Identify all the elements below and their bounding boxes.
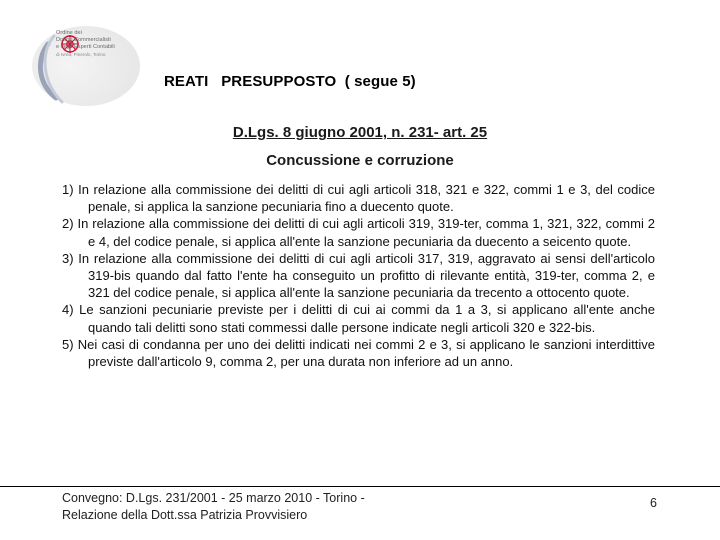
footer-line-1: Convegno: D.Lgs. 231/2001 - 25 marzo 2010 - Torino - <box>62 491 365 505</box>
article-body <box>62 181 655 370</box>
paragraph-5: 5) Nei casi di condanna per uno dei delitti indicati nei commi 2 e 3, si applicano le sanzioni interdittive previste dall'articolo 9, comma 2, per una durata non inferiore ad un anno. <box>62 336 655 370</box>
paragraph-3: 3) In relazione alla commissione dei delitti di cui agli articoli 317, 319, aggravato ai sensi dell'articolo 319-bis quando dal fatto l'ente ha conseguito un profitto di rilevante entità, 319-ter, comma 2, e 321 del codice penale, si applica all'ente la sanzione pecuniaria da trecento a ottocento quote. <box>62 250 655 301</box>
logo-line-1: Ordine dei <box>56 30 82 36</box>
page-number: 6 <box>650 496 657 510</box>
logo-subline: di Ivrea, Pinerolo, Torino <box>56 52 106 57</box>
logo-line-2: Dottori Commercialisti <box>56 37 111 43</box>
logo-text <box>56 30 124 58</box>
paragraph-4: 4) Le sanzioni pecuniarie previste per i delitti di cui ai commi da 1 a 3, si applicano all'ente anche quando tali delitti sono stati commessi dalle persone indicate negli articoli 320 e 322-bis. <box>62 302 655 335</box>
paragraph-2: 2) In relazione alla commissione dei delitti di cui agli articoli 319, 319-ter, comma 1, 321, 322, commi 2 e 4, del codice penale, si applica all'ente la sanzione pecuniaria da duecento a seicento quote. <box>62 216 655 249</box>
law-reference: D.Lgs. 8 giugno 2001, n. 231- art. 25 <box>232 124 488 141</box>
footer <box>62 490 365 524</box>
footer-line-2: Relazione della Dott.ssa Patrizia Provvisiero <box>62 508 308 522</box>
page-title: REATI PRESUPPOSTO ( segue 5) <box>164 73 416 90</box>
paragraph-1: 1) In relazione alla commissione dei delitti di cui agli articoli 318, 321 e 322, commi 1 e 3, del codice penale, si applica la sanzione pecuniaria fino a duecento quote. <box>62 182 655 215</box>
footer-divider <box>0 486 720 487</box>
section-heading: Concussione e corruzione <box>266 152 454 169</box>
logo-line-3: e degli Esperti Contabili <box>56 44 115 50</box>
